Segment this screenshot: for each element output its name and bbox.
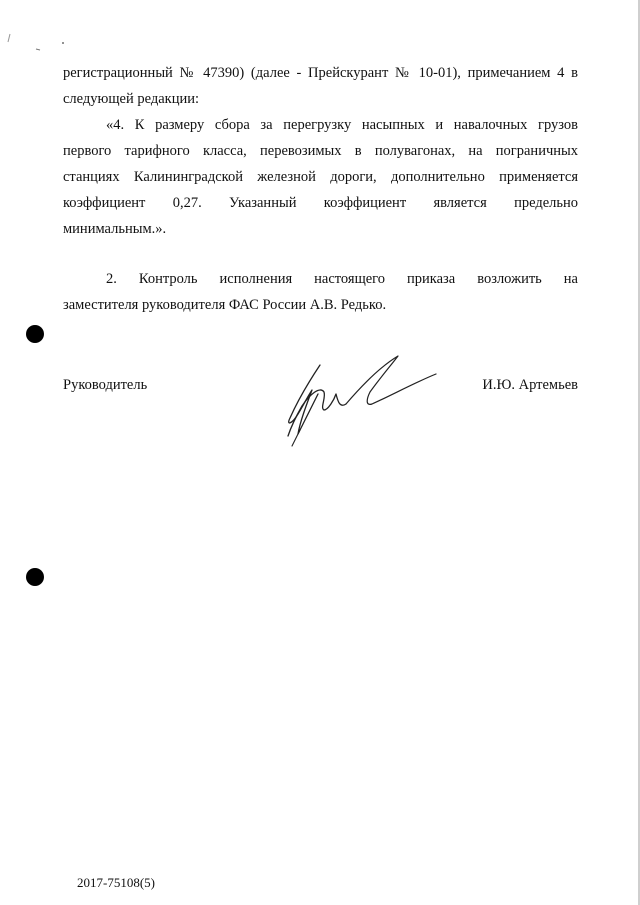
document-registration-number: 2017-75108(5) <box>77 875 155 890</box>
intro-line-2: следующей редакции: <box>63 91 200 107</box>
paragraph-quoted-note <box>63 112 578 242</box>
signatory-title: Руководитель <box>63 377 148 393</box>
quote-line-5: минимальным.». <box>63 221 167 237</box>
scan-artifact-marks <box>0 0 90 60</box>
quote-line-4: коэффициент 0,27. Указанный коэффициент является предельно <box>63 195 578 211</box>
punch-hole-bottom <box>26 568 44 586</box>
item2-line-2: заместителя руководителя ФАС России А.В. Редько. <box>63 297 387 313</box>
item2-line-1: 2. Контроль исполнения настоящего приказа возложить на <box>106 271 578 287</box>
handwritten-signature <box>280 350 440 450</box>
intro-line-1: регистрационный № 47390) (далее - Прейскурант № 10-01), примечанием 4 в <box>63 65 578 81</box>
quote-line-3: станциях Калининградской железной дороги, дополнительно применяется <box>63 169 578 185</box>
paragraph-intro <box>63 60 578 112</box>
punch-hole-top <box>26 325 44 343</box>
quote-line-1: «4. К размеру сбора за перегрузку насыпных и навалочных грузов <box>106 117 578 133</box>
paragraph-item-2 <box>63 266 578 318</box>
quote-line-2: первого тарифного класса, перевозимых в полувагонах, на пограничных <box>63 143 578 159</box>
signatory-name: И.Ю. Артемьев <box>482 377 578 393</box>
